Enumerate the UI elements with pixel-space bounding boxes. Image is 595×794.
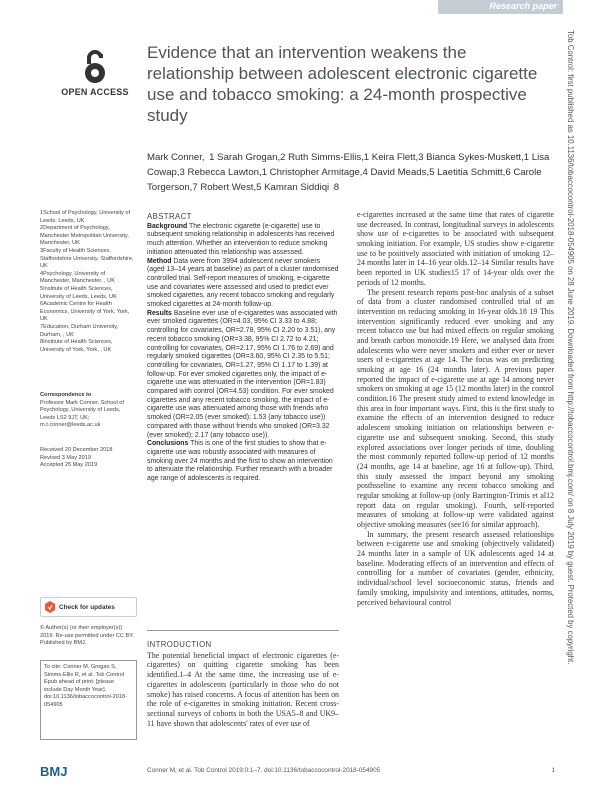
check-for-updates-button[interactable]: [40, 597, 137, 617]
footer-citation: Conner M, et al. Tob Control 2019;0:1–7. doi:10.1136/tobaccocontrol-2018-054905: [147, 767, 381, 774]
abstract: [147, 213, 339, 484]
abstract-divider: [147, 630, 339, 631]
check-for-updates-icon: [45, 601, 55, 613]
conclusions-label: Conclusions: [147, 440, 189, 448]
abstract-conclusions: This is one of the first studies to show that e-cigarette use was robustly associated with measures of smoking over 24 months and the first to show an intervention to attenuate the relationship. Further research with a broader age range of adolescents is required.: [147, 440, 333, 483]
section-banner: [0, 0, 563, 14]
background-label: Background: [147, 222, 188, 230]
page-number: 1: [551, 767, 555, 774]
correspondence: [40, 392, 137, 430]
body-paragraph: In summary, the present research assessed relationships between e-cigarette use and smoking (objectively validated) 24 months later in a sample of UK adolescents aged 14 at baseline. Moderating effects of an intervention and effects of controlling for a number of covariates (gender, ethnicity, individual/school level socioeconomic status, friends and family smoking, impulsivity and intentions, attitudes, norms, perceived behavioural control: [357, 529, 554, 607]
copyright-notice: © Author(s) (or their employer(s)) 2019. Re-use permitted under CC BY. Published by BMJ.: [40, 625, 134, 647]
body-paragraph: The present research reports post-hoc analysis of a subset of data from a cluster randomised controlled trial of an intervention on reducing smoking in 16-year olds.18 19 This intervention significantly reduced ever smoking and any recent tobacco use but had mixed effects on regular smoking and breath carbon monoxide.19 Here, we analysed data from adolescents who were never smokers and either ever or never users of e-cigarettes at age 14. The focus was on predicting smoking at age 16 (24 months later). A previous paper reported the impact of e-cigarette use at age 14 among never smokers on smoking at age 15 (12 months later) in the control condition.16 The present study aimed to extend knowledge in this area in four important ways. First, this is the first study to examine the effects of an intervention designed to reduce adolescent smoking initiation on relationships between e-cigarette use and subsequent smoking. Second, this study explored associations over longer periods of time, doubling the most commonly reported follow-up period of 12 months (24 months, age 14 at baseline, age 16 at follow-up). Third, this study assessed the impact beyond any smoking posthsseline to examine any recent tobacco smoking and regular smoking at follow-up (only Barrington-Trimis et al12 report data on regular smoking). Fourth, self-reported measures of smoking at follow-up were validated against objective smoking measures (see16 for similar approach).: [357, 287, 554, 529]
introduction-heading: INTRODUCTION: [147, 640, 212, 649]
banner-label: Research paper: [489, 1, 557, 11]
article-title: Evidence that an intervention weakens the relationship between adolescent electronic cigarette use and tobacco smoking: a 24-month prospective study: [147, 43, 538, 125]
check-for-updates-label: Check for updates: [59, 603, 115, 611]
affiliations: 1School of Psychology, University of Leeds, Leeds, UK 2Department of Psychology, Manchester Metropolitan University, Manchester, UK 3Faculty of Health Sciences, Staffordshire University, Staffordshire, UK 4Psychology, University of Manchester, Manchester, , UK 5Institute of Health Sciences, University of Leeds, Leeds, UK 6Academic Centre for Health Economics, University of York, York, UK 7Education, Durham University, Durham, , UK 8Institute of Health Sciences, University of York, York, , UK: [40, 210, 134, 353]
open-access-badge: [60, 48, 130, 97]
abstract-background: The electronic cigarette (e-cigarette) use to subsequent smoking relationship in adolescents has received much attention. Whether an intervention to reduce smoking initiation attenuated this relationship was assessed.: [147, 222, 335, 256]
introduction: [147, 640, 339, 728]
author-list: Mark Conner, 1 Sarah Grogan,2 Ruth Simms-Ellis,1 Keira Flett,3 Bianca Sykes-Muskett,1 Lisa Cowap,3 Rebecca Lawton,1 Christopher Armitage,4 David Meads,5 Laetitia Schmitt,6 Carole Torgerson,7 Robert West,5 Kamran Siddiqi 8: [147, 152, 550, 193]
open-access-label: OPEN ACCESS: [61, 87, 129, 97]
correspondence-heading: Correspondence to: [40, 392, 92, 398]
abstract-results: Baseline ever use of e-cigarettes was associated with ever smoked cigarettes (OR=4.03, 95% CI 3.33 to 4.88; controlling for covariates, OR=2.78, 95% CI 2.20 to 3.51), any recent tobacco smoking (OR=3.38, 95% CI 2.72 to 4.21; controlling for covariates, OR=2.17, 95% CI 1.76 to 2.69) and regularly smoked cigarettes (OR=3.60, 95% CI 2.35 to 5.51; controlling for covariates, OR=1.27, 95% CI 1.17 to 1.39) at follow-up. For ever smoked cigarettes only, the impact of e-cigarette use was attenuated in the intervention (OR=1.83) compared with control (OR=4.53) condition. For ever smoked cigarettes and any recent tobacco smoking, the impact of e-cigarette use was attenuated among those with friends who smoked (OR=2.05 (ever smoked); 1.53 (any tobacco use)) compared with those without friends who smoked (OR=3.32 (ever smoked); 2.17 (any tobacco use)).: [147, 309, 338, 439]
cite-box: To cite: Conner M, Grogan S, Simms-Ellis R, et al. Tob Control Epub ahead of print: [please include Day Month Year]. doi:10.1136/tobaccocontrol-2018-054905: [40, 660, 137, 740]
abstract-method: Data were from 3994 adolescent never smokers (aged 13–14 years at baseline) as part of a cluster randomised controlled trial. Self-report measures of smoking, e-cigarette use and covariates were assessed and used to predict ever smoked cigarettes, any recent tobacco smoking and regularly smoked cigarettes at 24-month follow-up.: [147, 257, 339, 309]
bmj-logo: BMJ: [40, 764, 68, 779]
page-footer: [147, 767, 555, 774]
introduction-text: The potential beneficial impact of electronic cigarettes (e-cigarettes) on quitting cigarette smoking has been identified.1–4 At the same time, the increasing use of e-cigarettes in adolescents (particularly in those who do not smoke) has raised concerns. A focus of attention has been on the role of e-cigarettes in smoking initiation. Recent cross-sectional surveys of cohorts in both the USA5–8 and UK9–11 have shown that adolescents' rates of ever use of: [147, 650, 339, 728]
results-label: Results: [147, 309, 172, 317]
body-paragraph: e-cigarettes increased at the same time that rates of cigarette use decreased. In contrast, longitudinal surveys in adolescents show use of e-cigarettes to be associated with subsequent smoking initiation. For example, US studies show e-cigarette use to be positively associated with initiation of smoking 12–24 months later in 14–16 year olds.12–14 Similar results have been reported in UK studies15 17 of 14-year olds over the periods of 12 months.: [357, 210, 554, 287]
body-right-column: [357, 210, 554, 607]
vertical-download-note: Tob Control: first published as 10.1136/tobaccocontrol-2018-054905 on 28 June 2019. Downloaded from http://tobaccocontrol.bmj.com/ on 8 July 2019 by guest. Protected by copyright.: [566, 30, 575, 665]
article-dates: Received 20 December 2018 Revised 3 May 2019 Accepted 25 May 2019: [40, 447, 113, 469]
method-label: Method: [147, 257, 172, 265]
open-access-lock-icon: [83, 48, 107, 84]
correspondence-text: Professor Mark Conner, School of Psychology, University of Leeds, Leeds LS2 9JT, UK; m.t.conner@leeds.ac.uk: [40, 399, 124, 429]
abstract-heading: ABSTRACT: [147, 212, 192, 221]
